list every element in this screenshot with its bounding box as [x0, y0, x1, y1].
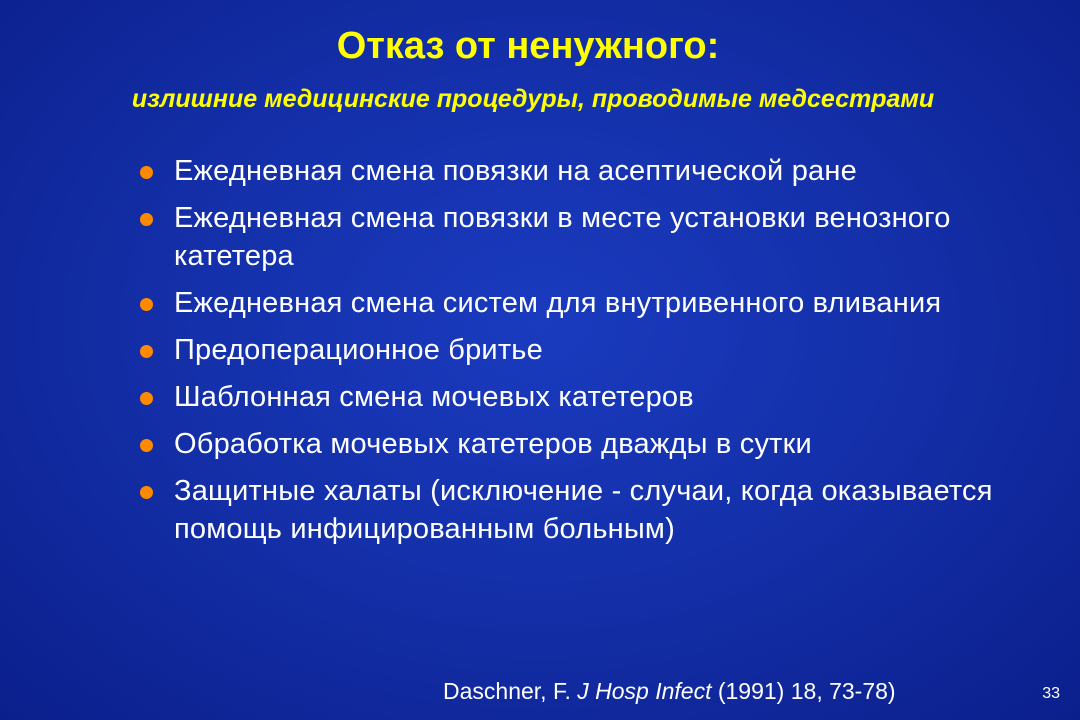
citation: [443, 676, 896, 706]
bullet-item: [138, 331, 998, 369]
bullet-text: Ежедневная смена систем для внутривенного вливания: [174, 287, 942, 319]
slide-title: Отказ от ненужного:: [336, 25, 720, 67]
bullet-text: Предоперационное бритье: [174, 334, 543, 366]
bullet-item: [138, 378, 998, 416]
bullet-text: Обработка мочевых катетеров дважды в сутки: [174, 428, 812, 460]
bullet-dot-icon: [140, 392, 153, 405]
citation-author: Daschner, F.: [443, 678, 578, 704]
bullet-text: Шаблонная смена мочевых катетеров: [174, 381, 694, 413]
bullet-dot-icon: [140, 213, 153, 226]
bullet-item: [138, 425, 998, 463]
bullet-dot-icon: [140, 345, 153, 358]
bullet-item: [138, 472, 998, 548]
bullet-item: [138, 284, 998, 322]
bullet-dot-icon: [140, 166, 153, 179]
bullet-text: Защитные халаты (исключение - случаи, когда оказывается помощь инфицированным больным): [174, 475, 993, 545]
bullet-text: Ежедневная смена повязки на асептической ране: [174, 155, 857, 187]
bullet-dot-icon: [140, 486, 153, 499]
slide-subtitle: излишние медицинские процедуры, проводимые медсестрами: [131, 85, 935, 113]
citation-journal: J Hosp Infect: [577, 678, 712, 704]
bullet-dot-icon: [140, 439, 153, 452]
bullet-list: [138, 152, 998, 557]
bullet-dot-icon: [140, 298, 153, 311]
page-number: 33: [1042, 685, 1060, 702]
citation-details: (1991) 18, 73-78): [711, 678, 896, 704]
bullet-text: Ежедневная смена повязки в месте установки венозного катетера: [174, 202, 951, 272]
bullet-item: [138, 152, 998, 190]
bullet-item: [138, 199, 998, 275]
